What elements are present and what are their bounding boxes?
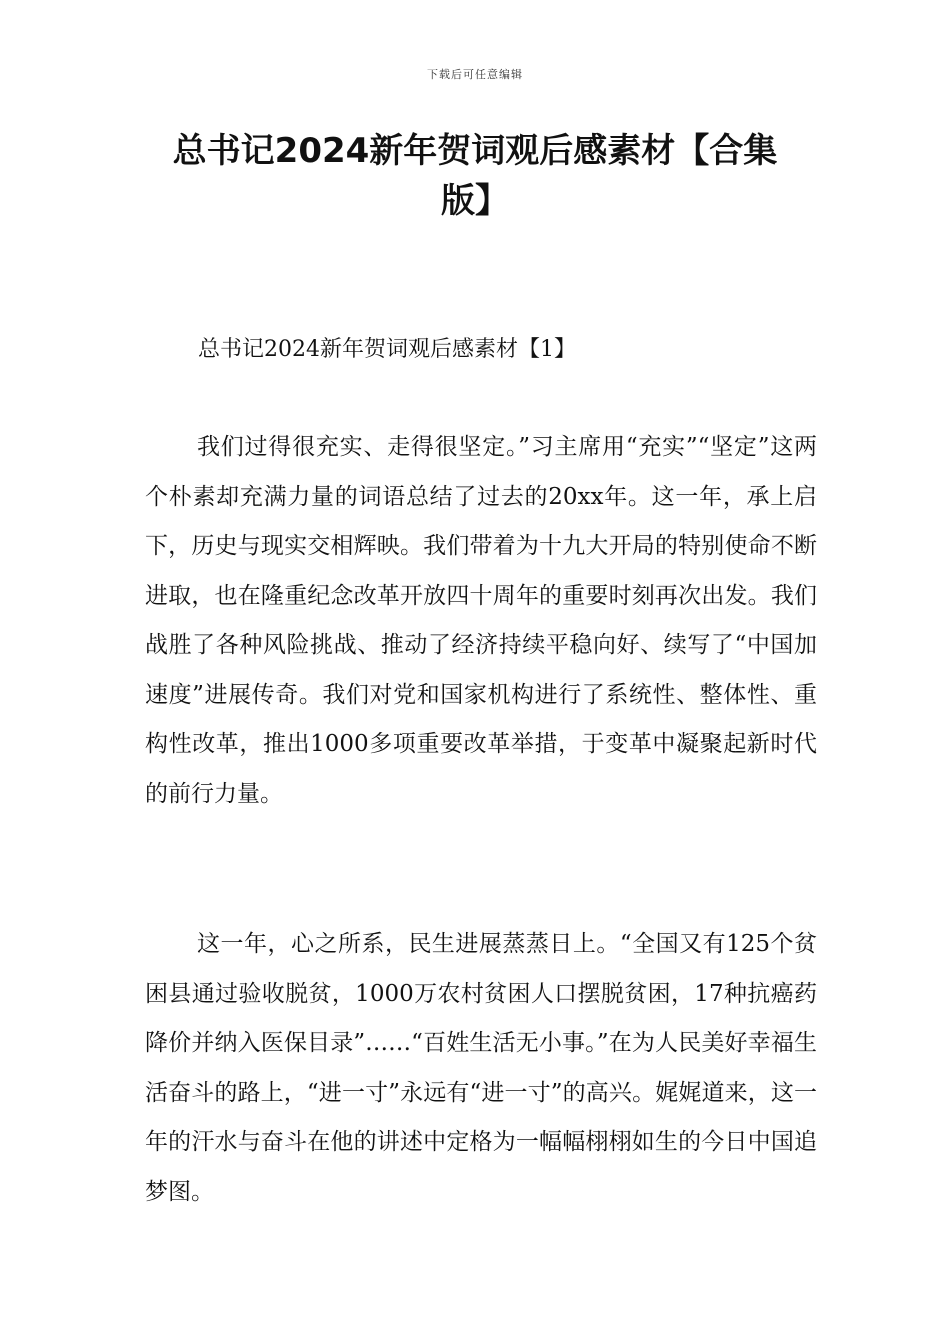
document-title: 总书记2024新年贺词观后感素材【合集版】 (172, 131, 778, 221)
body-paragraph-2: 这一年，心之所系，民生进展蒸蒸日上。“全国又有125个贫困县通过验收脱贫，1000万农村贫困人口摆脱贫困，17种抗癌药降价并纳入医保目录”……“百姓生活无小事。”在为人民美好幸福生活奋斗的路上，“进一寸”永远有“进一寸”的高兴。娓娓道来，这一年的汗水与奋斗在他的讲述中定格为一幅幅栩栩如生的今日中国追梦图。 (145, 931, 817, 1205)
body-paragraph-1: 我们过得很充实、走得很坚定。”习主席用“充实”“坚定”这两个朴素却充满力量的词语总结了过去的20xx年。这一年，承上启下，历史与现实交相辉映。我们带着为十九大开局的特别使命不断进取，也在隆重纪念改革开放四十周年的重要时刻再次出发。我们战胜了各种风险挑战、推动了经济持续平稳向好、续写了“中国加速度”进展传奇。我们对党和国家机构进行了系统性、整体性、重构性改革，推出1000多项重要改革举措，于变革中凝聚起新时代的前行力量。 (145, 434, 817, 807)
header-note: 下载后可任意编辑 (427, 68, 523, 81)
section-heading: 总书记2024新年贺词观后感素材【1】 (198, 337, 576, 362)
